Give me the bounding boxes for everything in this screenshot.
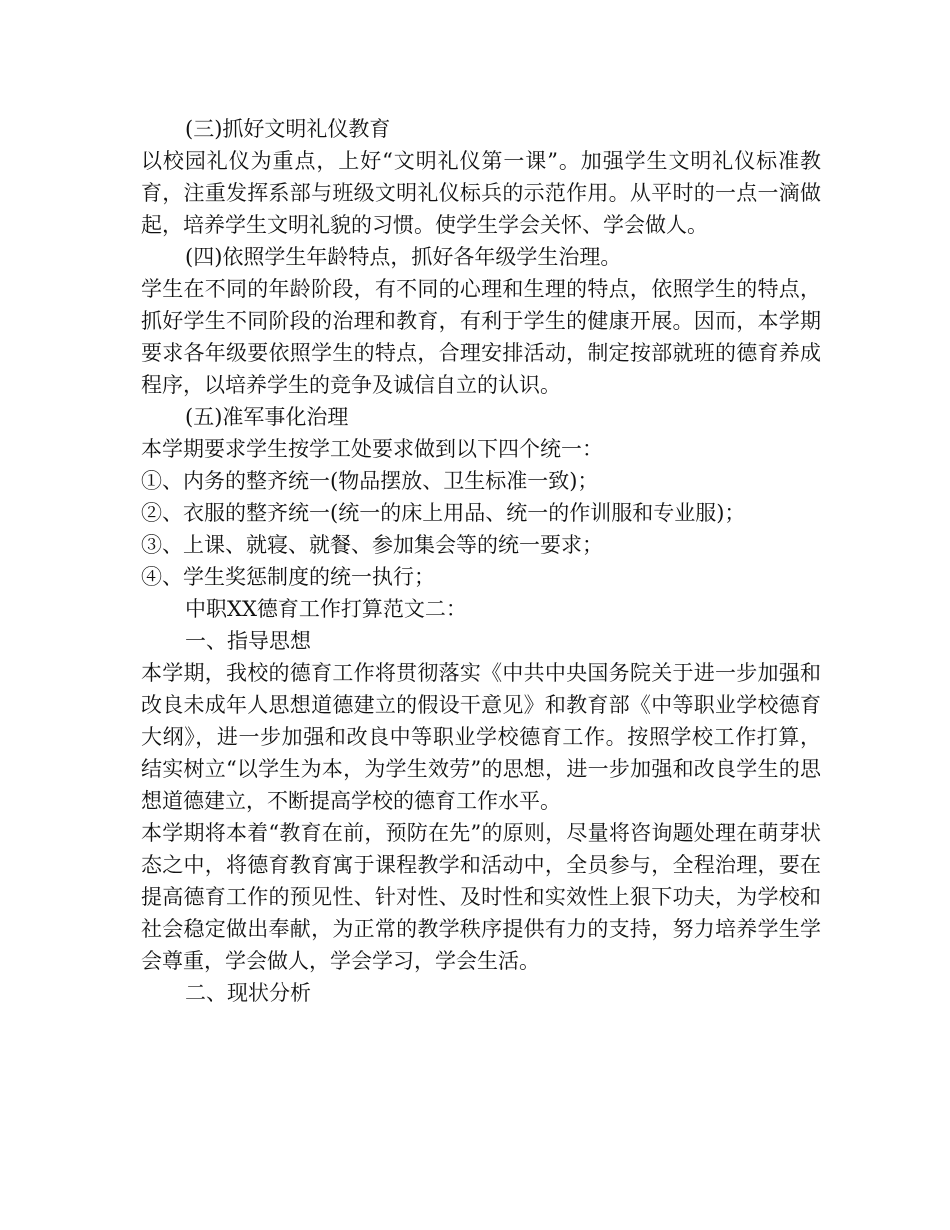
paragraph-principle (141, 817, 821, 977)
paragraph-text: 本学期将本着“教育在前，预防在先”的原则，尽量将咨询题处理在萌芽状态之中，将德育教育寓于课程教学和活动中，全员参与，全程治理，要在提高德育工作的预见性、针对性、及时性和实效性上狠下功夫，为学校和社会稳定做出奉献，为正常的教学秩序提供有力的支持，努力培养学生学会尊重，学会做人，学会学习，学会生活。 (141, 821, 821, 973)
paragraph-text: 学生在不同的年龄阶段，有不同的心理和生理的特点，依照学生的特点，抓好学生不同阶段的治理和教育，有利于学生的健康开展。因而，本学期要求各年级要依照学生的特点，合理安排活动，制定按部就班的德育养成程序，以培养学生的竞争及诚信自立的认识。 (141, 277, 821, 397)
sample-title-two: 中职XX德育工作打算范文二： (185, 597, 467, 621)
section-heading-4: (四)依照学生年龄特点，抓好各年级学生治理。 (185, 245, 622, 269)
document-body (141, 113, 821, 1009)
list-item-3: ③、上课、就寝、就餐、参加集会等的统一要求； (141, 533, 603, 557)
list-item-4: ④、学生奖惩制度的统一执行； (141, 565, 435, 589)
paragraph-four-unifications: 本学期要求学生按学工处要求做到以下四个统一： (141, 437, 603, 461)
section-heading-guiding-thought: 一、指导思想 (185, 629, 311, 653)
paragraph-text: 本学期，我校的德育工作将贯彻落实《中共中央国务院关于进一步加强和改良未成年人思想道德建立的假设干意见》和教育部《中等职业学校德育大纲》，进一步加强和改良中等职业学校德育工作。按照学校工作打算，结实树立“以学生为本，为学生效劳”的思想，进一步加强和改良学生的思想道德建立，不断提高学校的德育工作水平。 (141, 661, 821, 813)
paragraph-guiding-thought (141, 657, 821, 817)
list-item-1: ①、内务的整齐统一(物品摆放、卫生标准一致)； (141, 469, 599, 493)
section-heading-5: (五)准军事化治理 (185, 405, 349, 429)
section-heading-status-analysis: 二、现状分析 (185, 981, 311, 1005)
paragraph-text: 以校园礼仪为重点，上好“文明礼仪第一课”。加强学生文明礼仪标准教育，注重发挥系部与班级文明礼仪标兵的示范作用。从平时的一点一滴做起，培养学生文明礼貌的习惯。使学生学会关怀、学会做人。 (141, 149, 821, 237)
list-item-2: ②、衣服的整齐统一(统一的床上用品、统一的作训服和专业服)； (141, 501, 746, 525)
section-heading-3: (三)抓好文明礼仪教育 (185, 117, 391, 141)
paragraph-age-characteristics (141, 273, 821, 401)
paragraph-etiquette (141, 145, 821, 241)
